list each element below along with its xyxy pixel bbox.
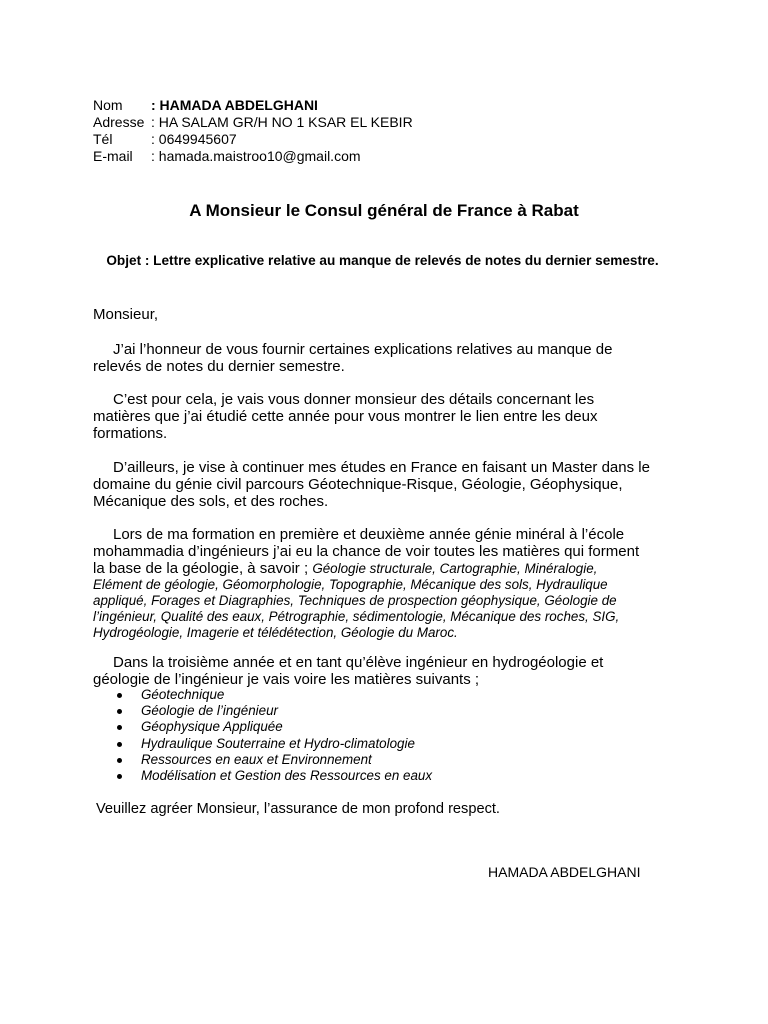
subject-list-line: Hydrogéologie, Imagerie et télédétection, Géologie du Maroc. <box>93 625 458 640</box>
phone-row <box>93 131 413 148</box>
paragraph-1-line: J’ai l’honneur de vous fournir certaines explications relatives au manque de <box>113 341 613 358</box>
subject-list-line: l’ingénieur, Qualité des eaux, Pétrographie, sédimentologie, Mécanique des roches, SIG, <box>93 609 620 624</box>
email-value: : hamada.maistroo10@gmail.com <box>151 148 361 164</box>
paragraph-2-line: C’est pour cela, je vais vous donner monsieur des détails concernant les <box>113 391 595 408</box>
paragraph-3-line: domaine du génie civil parcours Géotechnique-Risque, Géologie, Géophysique, <box>93 476 623 493</box>
bullet-icon <box>117 709 122 714</box>
list-item-text: Modélisation et Gestion des Ressources en eaux <box>141 767 433 783</box>
paragraph-2 <box>93 391 683 442</box>
bullet-icon <box>117 758 122 763</box>
greeting: Monsieur, <box>93 306 159 323</box>
bullet-icon <box>117 774 122 779</box>
list-item-text: Géotechnique <box>141 687 225 702</box>
paragraph-3-line: D’ailleurs, je vise à continuer mes études en France en faisant un Master dans le <box>113 459 650 476</box>
bullet-icon <box>117 742 122 747</box>
phone-value: : 0649945607 <box>151 131 237 147</box>
closing-formula: Veuillez agréer Monsieur, l’assurance de mon profond respect. <box>96 801 500 817</box>
signature: HAMADA ABDELGHANI <box>488 864 641 880</box>
recipient-heading: A Monsieur le Consul général de France à Rabat <box>189 201 579 220</box>
paragraph-4-text: la base de la géologie, à savoir ; <box>93 560 313 577</box>
bullet-icon <box>117 725 122 730</box>
paragraph-5-line: Dans la troisième année et en tant qu’élève ingénieur en hydrogéologie et <box>113 654 604 671</box>
phone-label: Tél <box>93 131 113 147</box>
subject-list-line: appliqué, Forages et Diagraphies, Techniques de prospection géophysique, Géologie de <box>93 593 617 608</box>
paragraph-1-line: relevés de notes du dernier semestre. <box>93 358 345 375</box>
paragraph-3-line: Mécanique des sols, et des roches. <box>93 493 329 510</box>
list-item-text: Géophysique Appliquée <box>141 719 283 735</box>
paragraph-3 <box>93 459 683 510</box>
paragraph-4-line <box>93 560 683 577</box>
address-value: : HA SALAM GR/H NO 1 KSAR EL KEBIR <box>151 114 413 130</box>
email-row <box>93 148 413 165</box>
paragraph-1 <box>93 341 683 375</box>
paragraph-4 <box>93 526 683 641</box>
list-item-text: Ressources en eaux et Environnement <box>141 751 372 767</box>
subject-line: Objet : Lettre explicative relative au manque de relevés de notes du dernier semestre. <box>106 253 659 268</box>
paragraph-2-line: formations. <box>93 425 168 442</box>
name-value: : HAMADA ABDELGHANI <box>151 97 318 113</box>
paragraph-5 <box>93 654 683 688</box>
paragraph-4-line: mohammadia d’ingénieurs j’ai eu la chance de voir toutes les matières qui forment <box>93 543 640 560</box>
subject-list-line: Elément de géologie, Géomorphologie, Topographie, Mécanique des sols, Hydraulique <box>93 577 608 592</box>
paragraph-4-line: Lors de ma formation en première et deuxième année génie minéral à l’école <box>113 526 625 543</box>
list-item-text: Hydraulique Souterraine et Hydro-climatologie <box>141 735 415 751</box>
name-label: Nom <box>93 97 123 113</box>
list-item-text: Géologie de l’ingénieur <box>141 703 278 719</box>
subject-list-italic: Géologie structurale, Cartographie, Minéralogie, <box>312 561 598 576</box>
paragraph-2-line: matières que j’ai étudié cette année pour vous montrer le lien entre les deux <box>93 408 598 425</box>
bullet-icon <box>117 693 122 698</box>
sender-info <box>93 97 413 165</box>
name-row <box>93 97 413 114</box>
paragraph-5-line: géologie de l’ingénieur je vais voire les matières suivants ; <box>93 671 480 688</box>
address-label: Adresse <box>93 114 145 130</box>
address-row <box>93 114 413 131</box>
email-label: E-mail <box>93 148 133 164</box>
